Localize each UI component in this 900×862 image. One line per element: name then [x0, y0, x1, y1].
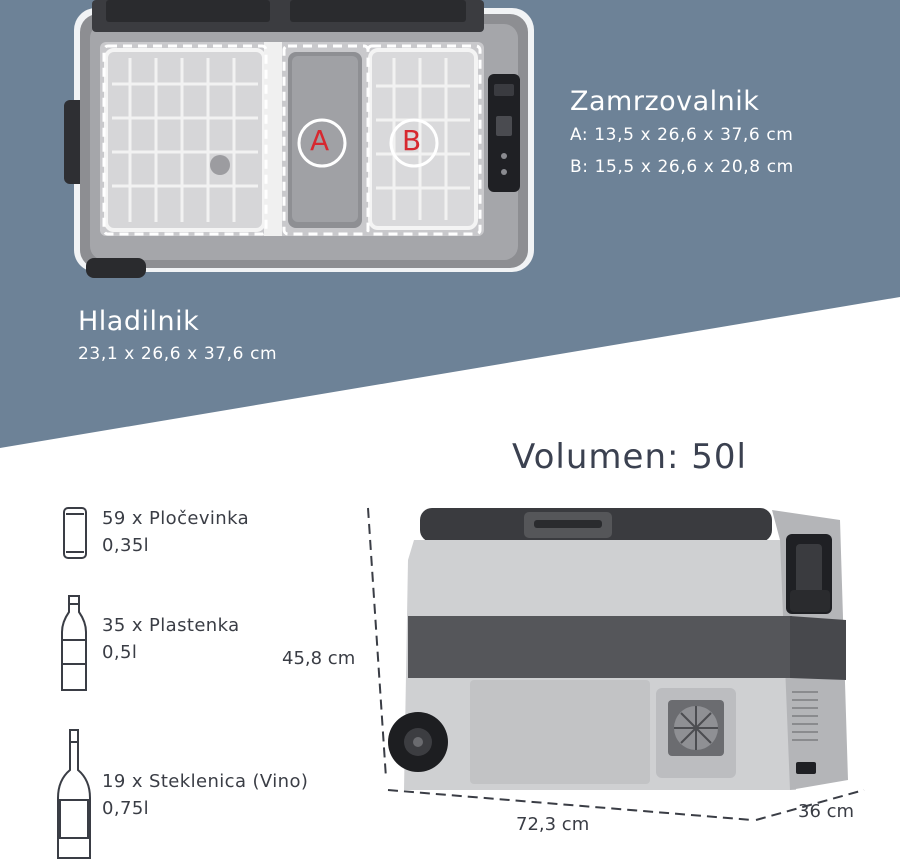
item-wine-bottle-count: 19 x Steklenica (Vino): [102, 771, 309, 792]
height-dimension: 45,8 cm: [282, 648, 356, 669]
fridge-dimension: 23,1 x 26,6 x 37,6 cm: [78, 344, 278, 364]
item-wine-bottle: [102, 771, 308, 819]
item-plastic-bottle-volume: 0,5l: [102, 642, 138, 663]
item-wine-bottle-volume: 0,75l: [102, 798, 150, 819]
volume-heading: Volumen: 50l: [512, 437, 747, 477]
compartment-label-b: B: [402, 124, 422, 157]
cooler-top-view-image: [64, 0, 534, 278]
item-can: [102, 508, 249, 556]
freezer-title: Zamrzovalnik: [570, 86, 760, 117]
fridge-title: Hladilnik: [78, 306, 200, 337]
wine-bottle-icon-shape: [58, 730, 90, 858]
item-plastic-bottle: [102, 615, 240, 663]
depth-dimension: 36 cm: [798, 801, 855, 822]
freezer-dimension-a: A: 13,5 x 26,6 x 37,6 cm: [570, 125, 794, 145]
item-plastic-bottle-count: 35 x Plastenka: [102, 615, 240, 636]
compartment-label-a: A: [310, 124, 330, 157]
item-can-count: 59 x Pločevinka: [102, 508, 250, 529]
plastic-bottle-icon-shape: [62, 596, 86, 690]
length-dimension: 72,3 cm: [516, 814, 590, 835]
can-icon-shape: [64, 508, 86, 558]
cooler-side-view-image: [388, 508, 848, 790]
item-can-volume: 0,35l: [102, 535, 150, 556]
freezer-dimension-b: B: 15,5 x 26,6 x 20,8 cm: [570, 157, 794, 177]
